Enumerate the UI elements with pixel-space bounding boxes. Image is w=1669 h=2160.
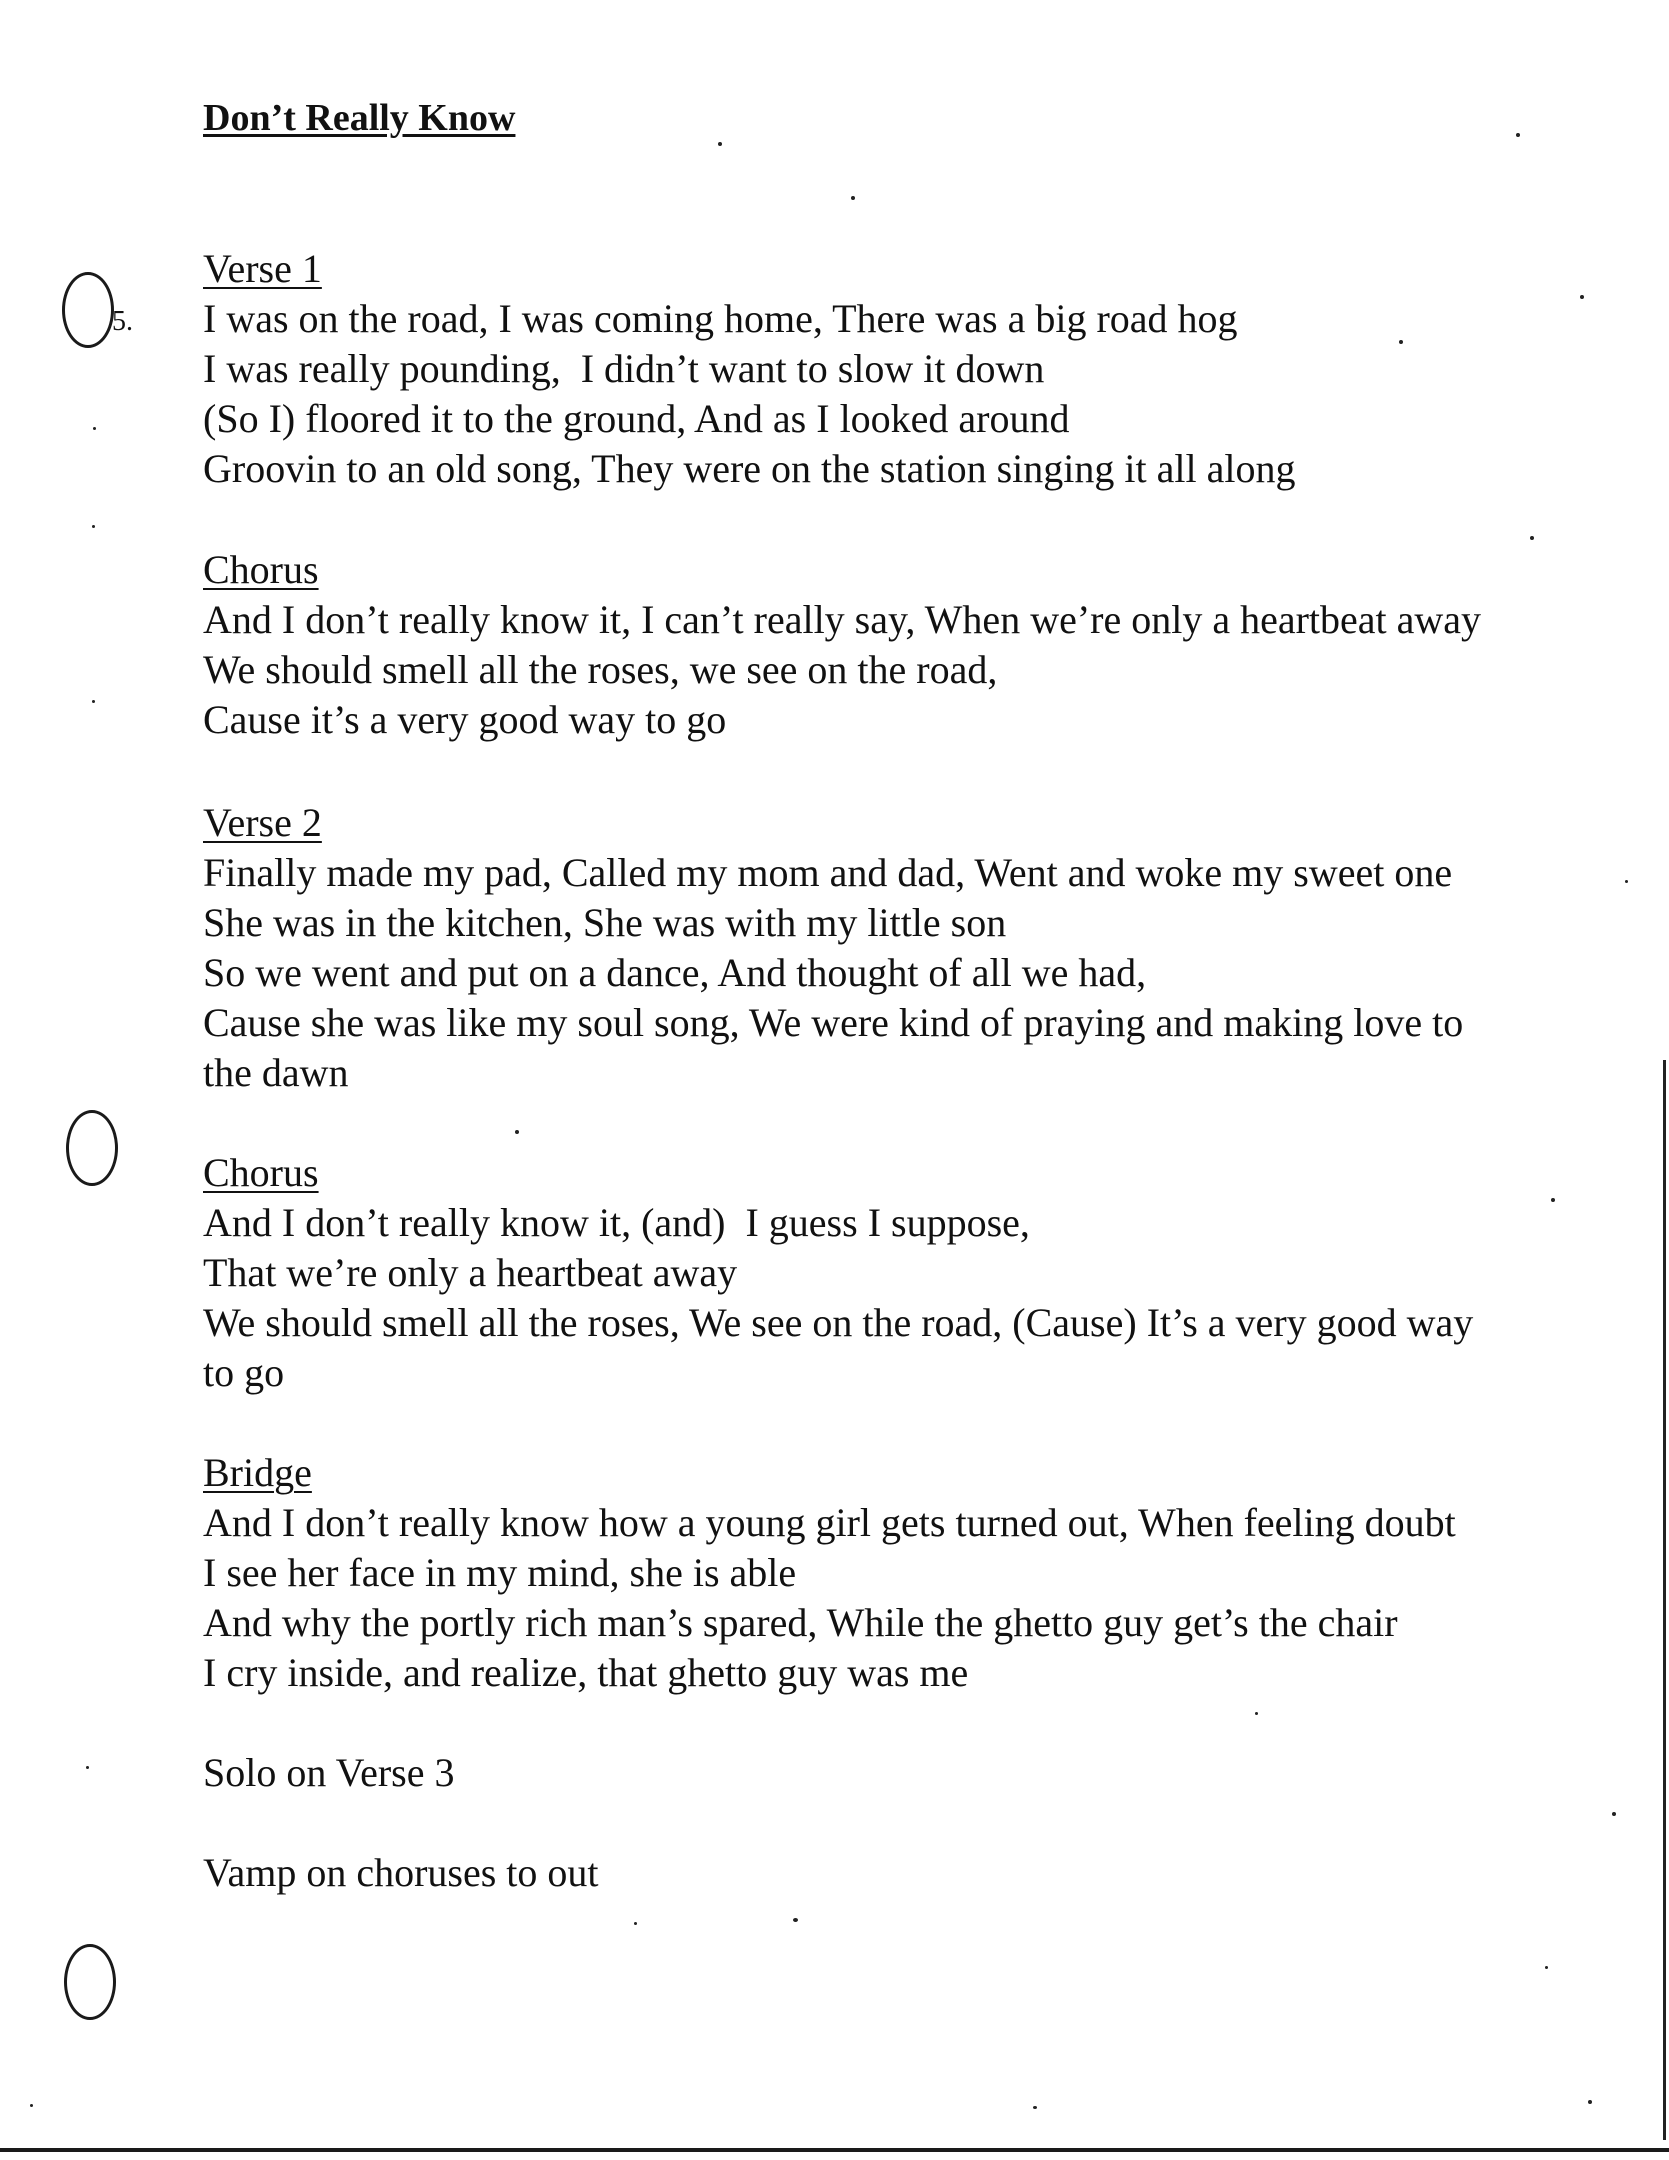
lyric-line: Finally made my pad, Called my mom and dad, Went and woke my sweet one <box>203 850 1453 895</box>
scan-speck <box>1612 1812 1616 1816</box>
lyric-line: That we’re only a heartbeat away <box>203 1250 738 1295</box>
vamp-instruction: Vamp on choruses to out <box>203 1850 599 1895</box>
scan-speck <box>92 700 95 703</box>
verse-2-heading: Verse 2 <box>203 800 322 845</box>
lyric-line: I see her face in my mind, she is able <box>203 1550 797 1595</box>
lyric-line: And why the portly rich man’s spared, While the ghetto guy get’s the chair <box>203 1600 1398 1645</box>
scan-speck <box>634 1922 637 1925</box>
margin-mark: 5. <box>112 306 133 337</box>
binder-hole-middle <box>66 1110 118 1186</box>
scan-speck <box>851 196 855 200</box>
lyric-line: Cause she was like my soul song, We were kind of praying and making love to <box>203 1000 1464 1045</box>
chorus-1-heading: Chorus <box>203 547 319 592</box>
lyric-line: the dawn <box>203 1050 349 1095</box>
solo-section <box>203 1748 1623 1798</box>
bridge-section <box>203 1448 1623 1698</box>
bridge-heading: Bridge <box>203 1450 312 1495</box>
scan-speck <box>1255 1712 1258 1715</box>
binder-hole-bottom <box>64 1944 116 2020</box>
scan-speck <box>1530 536 1534 540</box>
lyric-line: We should smell all the roses, we see on the road, <box>203 647 998 692</box>
scan-speck <box>1588 2100 1592 2104</box>
verse-1-section <box>203 244 1623 494</box>
scan-speck <box>86 1766 89 1769</box>
lyric-line: (So I) floored it to the ground, And as I looked around <box>203 396 1070 441</box>
chorus-1-section <box>203 545 1623 745</box>
scan-speck <box>30 2104 33 2107</box>
scan-speck <box>1625 880 1628 883</box>
verse-2-section <box>203 798 1623 1098</box>
scan-speck <box>1033 2106 1037 2109</box>
scan-edge-right <box>1663 1060 1666 2140</box>
vamp-section <box>203 1848 1623 1898</box>
song-title: Don’t Really Know <box>203 97 516 139</box>
lyric-line: I cry inside, and realize, that ghetto guy was me <box>203 1650 969 1695</box>
lyric-line: I was on the road, I was coming home, There was a big road hog <box>203 296 1238 341</box>
lyric-line: I was really pounding, I didn’t want to slow it down <box>203 346 1045 391</box>
scan-edge-bottom <box>0 2148 1669 2152</box>
scan-speck <box>1516 133 1520 137</box>
lyric-line: And I don’t really know it, (and) I guess I suppose, <box>203 1200 1030 1245</box>
lyric-line: to go <box>203 1350 285 1395</box>
verse-1-heading: Verse 1 <box>203 246 322 291</box>
lyric-line: Cause it’s a very good way to go <box>203 697 727 742</box>
scan-speck <box>793 1918 798 1922</box>
binder-hole-top <box>62 272 114 348</box>
lyric-line: And I don’t really know it, I can’t really say, When we’re only a heartbeat away <box>203 597 1482 642</box>
scan-speck <box>93 427 96 430</box>
scan-speck <box>718 142 722 146</box>
chorus-2-heading: Chorus <box>203 1150 319 1195</box>
chorus-2-section <box>203 1148 1623 1398</box>
scan-speck <box>92 525 95 528</box>
lyric-line: We should smell all the roses, We see on the road, (Cause) It’s a very good way <box>203 1300 1474 1345</box>
lyric-line: She was in the kitchen, She was with my little son <box>203 900 1007 945</box>
solo-instruction: Solo on Verse 3 <box>203 1750 455 1795</box>
scan-speck <box>515 1130 519 1134</box>
lyric-line: Groovin to an old song, They were on the station singing it all along <box>203 446 1296 491</box>
lyric-line: And I don’t really know how a young girl gets turned out, When feeling doubt <box>203 1500 1456 1545</box>
lyric-line: So we went and put on a dance, And thought of all we had, <box>203 950 1147 995</box>
scan-speck <box>1545 1966 1548 1969</box>
